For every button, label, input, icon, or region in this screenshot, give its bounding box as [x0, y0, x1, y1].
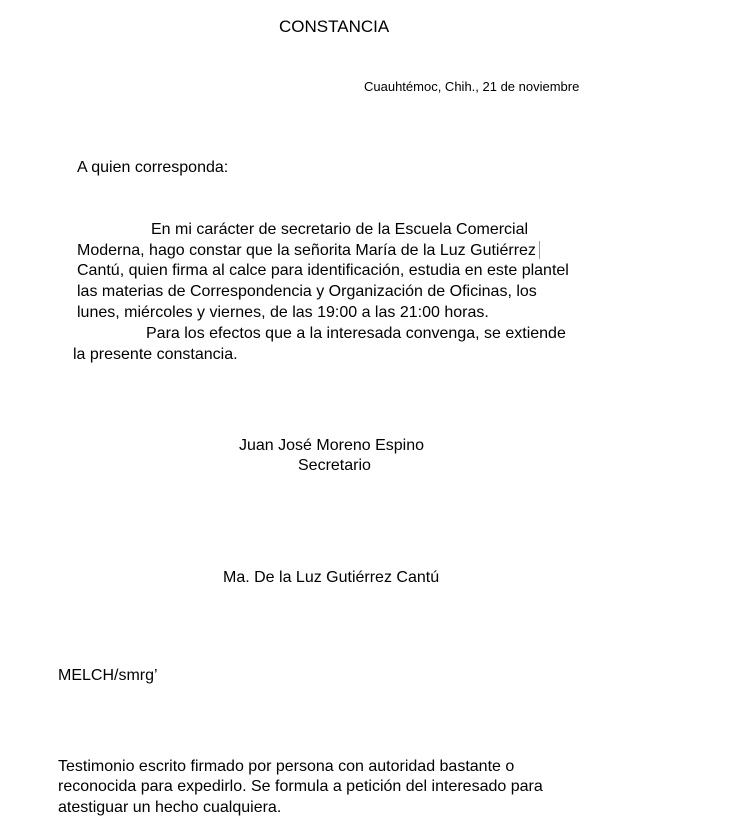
body-line: las materias de Correspondencia y Organización de Oficinas, los [77, 283, 537, 300]
definition-line: Testimonio escrito firmado por persona con autoridad bastante o [58, 758, 515, 775]
definition-line: atestiguar un hecho cualquiera. [58, 799, 282, 816]
student-signature: Ma. De la Luz Gutiérrez Cantú [223, 569, 440, 586]
document-title: CONSTANCIA [279, 17, 390, 36]
body-line: Para los efectos que a la interesada convenga, se extiende [146, 325, 566, 342]
text-cursor [539, 241, 540, 259]
signatory-name: Juan José Moreno Espino [239, 437, 424, 454]
salutation: A quien corresponda: [77, 159, 229, 176]
place-date: Cuauhtémoc, Chih., 21 de noviembre [364, 79, 580, 94]
body-line: lunes, miércoles y viernes, de las 19:00 a las 21:00 horas. [77, 304, 489, 321]
signatory-role: Secretario [298, 457, 371, 474]
body-line: En mi carácter de secretario de la Escuela Comercial [151, 221, 529, 238]
definition-line: reconocida para expedirlo. Se formula a petición del interesado para [58, 778, 543, 795]
body-line-text: Moderna, hago constar que la señorita María de la Luz Gutiérrez [77, 242, 536, 259]
body-line: la presente constancia. [73, 346, 238, 363]
body-line [77, 241, 540, 261]
body-line: Cantú, quien firma al calce para identificación, estudia en este plantel [77, 262, 569, 279]
reference-initials: MELCH/smrg’ [58, 667, 158, 684]
